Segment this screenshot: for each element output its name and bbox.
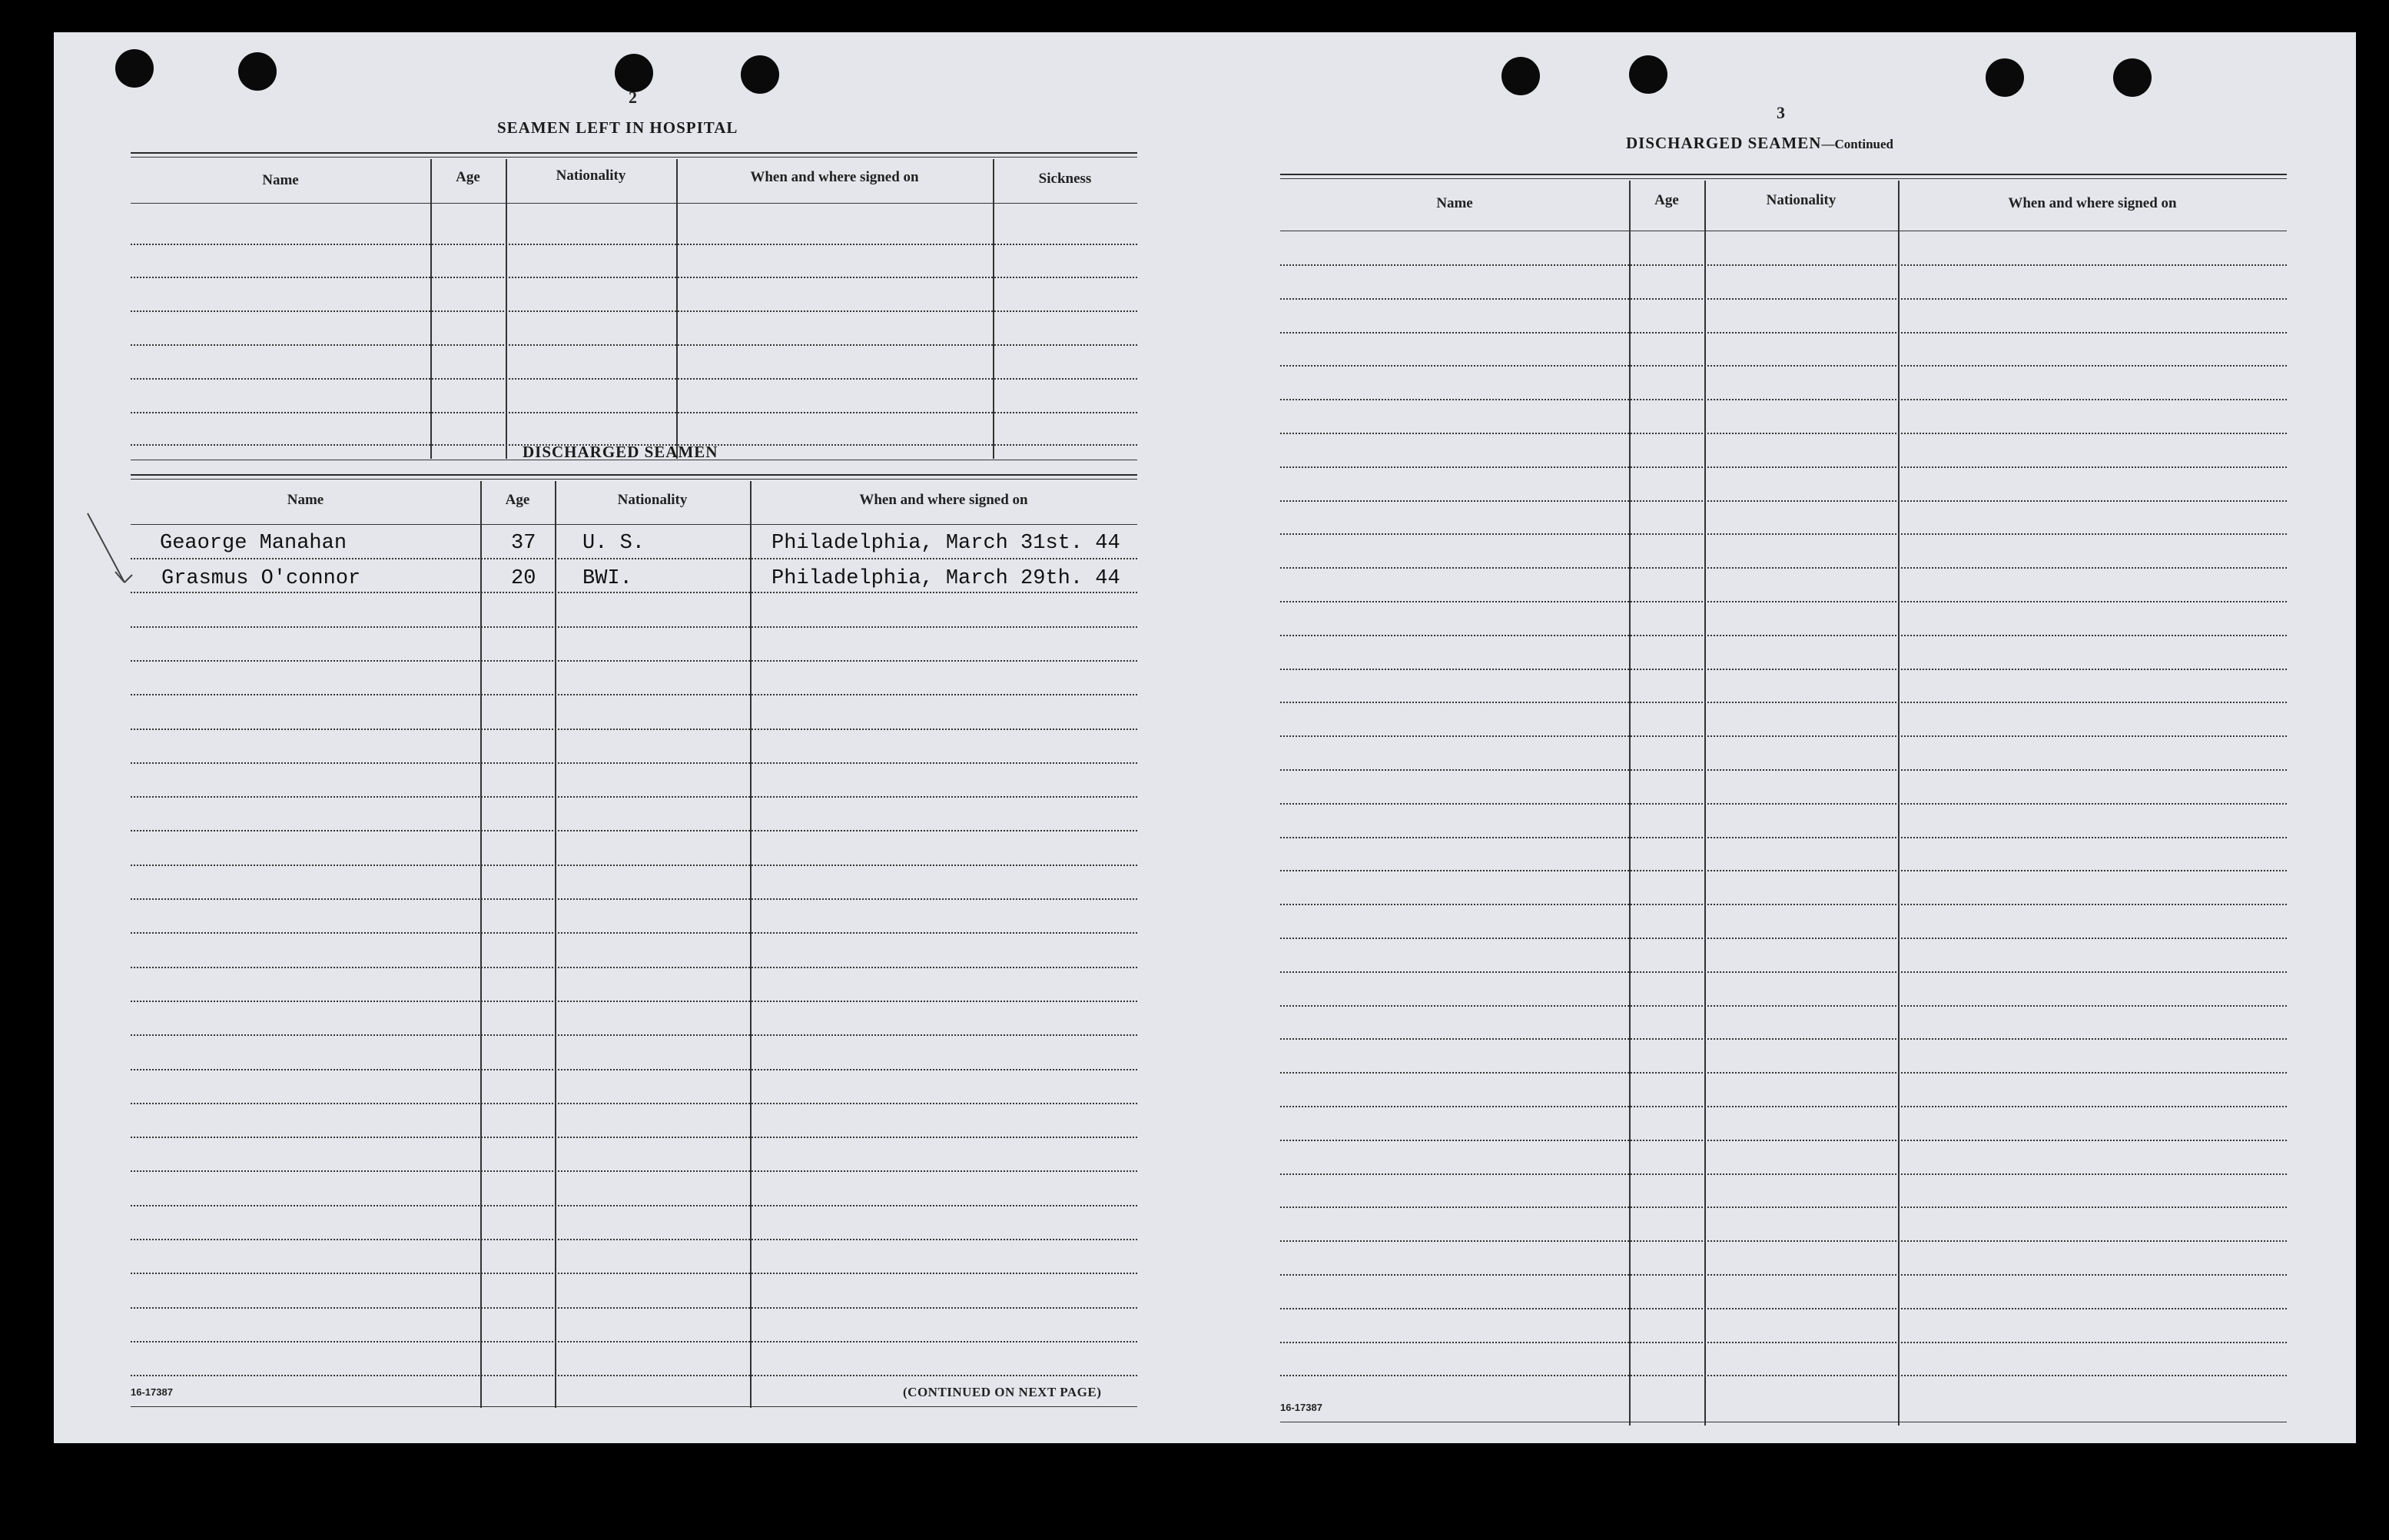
row-rule	[1280, 533, 2287, 535]
row-rule	[1280, 1342, 2287, 1343]
row-rule	[1280, 298, 2287, 300]
table-row-2-signed-on: Philadelphia, March 29th. 44	[771, 567, 1120, 590]
row-rule	[1280, 938, 2287, 939]
row-rule	[1280, 332, 2287, 334]
row-rule	[131, 865, 1137, 866]
hospital-col-age: Age	[456, 169, 480, 185]
row-rule	[1280, 803, 2287, 805]
row-rule	[1280, 904, 2287, 905]
punch-hole	[1629, 55, 1667, 94]
right-col-age: Age	[1654, 192, 1679, 208]
punch-hole	[1501, 57, 1540, 95]
left-form-number: 16-17387	[131, 1386, 173, 1398]
discharged-col-signed-on: When and where signed on	[859, 492, 1028, 508]
table-row-1-nationality: U. S.	[582, 532, 645, 555]
row-rule	[1280, 399, 2287, 400]
table-row-1-name: Geaorge Manahan	[160, 532, 347, 555]
row-rule	[1280, 601, 2287, 602]
punch-hole	[2113, 58, 2152, 97]
row-rule	[131, 1273, 1137, 1274]
row-rule	[1280, 1206, 2287, 1208]
table-bottom-rule	[131, 1406, 1137, 1407]
row-rule	[1280, 1038, 2287, 1040]
row-rule	[131, 626, 1137, 628]
table-row-2-age: 20	[511, 567, 536, 590]
table-row-1-age: 37	[511, 532, 536, 555]
hospital-col-nationality: Nationality	[556, 168, 626, 184]
row-rule	[131, 898, 1137, 900]
row-rule	[1280, 769, 2287, 771]
row-rule	[1280, 1308, 2287, 1309]
hospital-col-signed-on: When and where signed on	[750, 169, 919, 185]
checkmark-icon	[85, 509, 138, 593]
row-rule	[1280, 870, 2287, 871]
punch-hole	[115, 49, 154, 88]
document-sheet	[54, 32, 2356, 1443]
row-rule	[1280, 264, 2287, 266]
row-rule	[1280, 735, 2287, 737]
right-section-title-main: DISCHARGED SEAMEN	[1626, 134, 1822, 152]
continued-note: (CONTINUED ON NEXT PAGE)	[903, 1385, 1102, 1399]
punch-hole	[615, 54, 653, 92]
row-rule	[131, 660, 1137, 662]
right-col-signed-on: When and where signed on	[2008, 195, 2177, 211]
row-rule	[1280, 837, 2287, 838]
row-rule	[131, 1069, 1137, 1070]
row-rule	[131, 1239, 1137, 1240]
right-col-name: Name	[1436, 195, 1473, 211]
right-form-number: 16-17387	[1280, 1402, 1322, 1413]
row-rule	[1280, 669, 2287, 670]
discharged-col-age: Age	[505, 492, 530, 508]
row-rule	[131, 1170, 1137, 1172]
row-rule	[1280, 635, 2287, 636]
row-rule	[1280, 1005, 2287, 1007]
right-page-number: 3	[1777, 103, 1785, 122]
left-page-number: 2	[629, 88, 637, 107]
row-rule	[131, 1375, 1137, 1376]
row-rule	[1280, 971, 2287, 973]
row-rule	[131, 694, 1137, 695]
row-rule	[131, 592, 1137, 593]
punch-hole	[741, 55, 779, 94]
row-rule	[1280, 702, 2287, 703]
row-rule	[1280, 1375, 2287, 1376]
row-rule	[1280, 365, 2287, 367]
punch-hole	[1986, 58, 2024, 97]
row-rule	[1280, 433, 2287, 434]
right-col-nationality: Nationality	[1766, 192, 1837, 208]
row-rule	[131, 932, 1137, 934]
row-rule	[1280, 500, 2287, 502]
row-rule	[1280, 567, 2287, 569]
right-section-title	[1626, 134, 1893, 153]
row-rule	[1280, 1140, 2287, 1141]
punch-hole	[238, 52, 277, 91]
row-rule	[131, 1205, 1137, 1206]
hospital-section-title: SEAMEN LEFT IN HOSPITAL	[497, 118, 738, 137]
row-rule	[131, 1001, 1137, 1002]
row-rule	[1280, 1240, 2287, 1242]
row-rule	[131, 1103, 1137, 1104]
row-rule	[131, 796, 1137, 798]
row-rule	[1280, 1274, 2287, 1276]
row-rule	[131, 1341, 1137, 1343]
table-row-1-signed-on: Philadelphia, March 31st. 44	[771, 532, 1120, 555]
row-rule	[131, 558, 1137, 559]
row-rule	[1280, 1072, 2287, 1074]
row-rule	[1280, 466, 2287, 468]
table-row-2-name: Grasmus O'connor	[161, 567, 361, 590]
row-rule	[1280, 1173, 2287, 1175]
row-rule	[131, 967, 1137, 968]
discharged-section-title: DISCHARGED SEAMEN	[523, 443, 718, 461]
row-rule	[131, 1034, 1137, 1036]
hospital-col-name: Name	[262, 172, 299, 188]
row-rule	[131, 1307, 1137, 1309]
right-section-title-suffix: —Continued	[1821, 137, 1893, 151]
row-rule	[131, 762, 1137, 764]
row-rule	[1280, 1106, 2287, 1107]
row-rule	[131, 1137, 1137, 1138]
discharged-col-nationality: Nationality	[617, 492, 688, 508]
row-rule	[131, 830, 1137, 831]
discharged-col-name: Name	[287, 492, 324, 508]
table-row-2-nationality: BWI.	[582, 567, 632, 590]
hospital-col-sickness: Sickness	[1038, 171, 1092, 187]
row-rule	[131, 729, 1137, 730]
